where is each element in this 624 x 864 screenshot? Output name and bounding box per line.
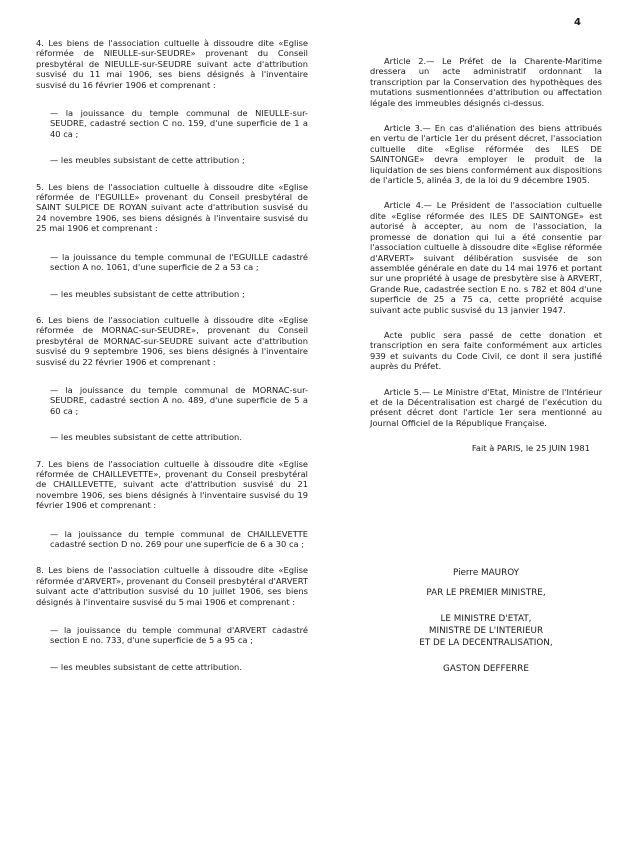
signature-line-interieur: MINISTRE DE L'INTERIEUR <box>428 626 544 636</box>
dash-sub-item: — les meubles subsistant de cette attribution ; <box>50 288 245 299</box>
numbered-item: 6. Les biens de l'association cultuelle à dissoudre dite «Eglise réformée de MORNAC-sur-SEUDRE», provenant du Conseil presbytéral de MORNAC-sur-SEUDRE suivant acte d'attribution susvisé du 9 septembre 1906, ses biens désignés à l'inventaire susvisé du 22 février 1906 et comprenant : <box>36 314 308 367</box>
signatory-prime-minister: Pierre MAUROY <box>452 568 520 578</box>
article-3-paragraph: Article 3.— En cas d'aliénation des biens attribués en vertu de l'article 1er du présent décret, l'association cultuelle dite «Eglise réformée des ILES DE SAINTONGE» devra employer le produit de la liquidation de ses biens conformément aux dispositions de l'article 5, alinéa 3, de la loi du 9 décembre 1905. <box>370 123 602 186</box>
numbered-item: 4. Les biens de l'association cultuelle à dissoudre dite «Eglise réformée de NIEULLE-sur-SEUDRE» provenant du Conseil presbytéral de NIEULLE-sur-SEUDRE suivant acte d'attribution susvisé du 11 mai 1906, ses biens désignés à l'inventaire susvisé du 16 février 1906 et comprenant : <box>36 38 308 90</box>
dash-sub-item: — la jouissance du temple communal de CHAILLEVETTE cadastré section D no. 269 pour une superficie de 6 a 30 ca ; <box>50 528 308 549</box>
article-5-paragraph: Article 5.— Le Ministre d'Etat, Ministre de l'Intérieur et de la Décentralisation est chargé de l'exécution du présent décret dont l'article 1er sera mentionné au Journal Officiel de la République Française. <box>370 386 602 428</box>
dash-sub-item: — les meubles subsistant de cette attribution. <box>50 661 242 672</box>
right-column <box>370 56 602 454</box>
article-2-paragraph: Article 2.— Le Préfet de la Charente-Maritime dressera un acte administratif ordonnant la transcription par la Conservation des hypothèques des mutations susmentionnées d'attribution ou affectation légale des immeubles désignés ci-dessus. <box>370 56 602 108</box>
article-4-paragraph: Article 4.— Le Président de l'association cultuelle dite «Eglise réformée des ILES DE SAINTONGE» est autorisé à accepter, au nom de l'association, la promesse de donation qui lui a été consentie par l'association cultuelle à dissoudre dite «Eglise réformée d'ARVERT» suivant délibération susvisée de son assemblée générale en date du 14 mai 1976 et portant sur une propriété à usage de presbytère sise à ARVERT, Grande Rue, cadastrée section E no. s 782 et 804 d'une superficie de 25 a 75 ca, cette propriété acquise suivant acte public susvisé du 13 janvier 1947. <box>370 200 602 315</box>
dash-sub-item: — la jouissance du temple communal de NIEULLE-sur-SEUDRE, cadastré section C no. 159, d'une superficie de 1 a 40 ca ; <box>50 108 308 139</box>
dash-sub-item: — la jouissance du temple communal d'ARVERT cadastré section E no. 733, d'une superficie de 5 a 95 ca ; <box>50 625 308 646</box>
dash-sub-item: — la jouissance du temple communal de MORNAC-sur-SEUDRE, cadastré section A no. 489, d'une superficie de 5 a 60 ca ; <box>50 384 308 416</box>
dash-sub-item: — les meubles subsistant de cette attribution. <box>50 432 242 443</box>
numbered-item: 5. Les biens de l'association cultuelle à dissoudre dite «Eglise réformée de l'EGUILLE» provenant du Conseil presbytéral de SAINT SULPICE DE ROYAN suivant acte d'attribution susvisé du 24 novembre 1906, ses biens désignés à l'inventaire susvisé du 25 mai 1906 et comprenant : <box>36 181 308 234</box>
signature-line-ministre-etat: LE MINISTRE D'ETAT, <box>440 614 532 624</box>
numbered-item: 7. Les biens de l'association cultuelle à dissoudre dite «Eglise réformée de CHAILLEVETTE», provenant du Conseil presbytéral de CHAILLEVETTE, suivant acte d'attribution susvisé du 21 novembre 1906, ses biens désignés à l'inventaire susvisé du 19 février 1906 et comprenant : <box>36 458 308 511</box>
dash-sub-item: — la jouissance du temple communal de l'EGUILLE cadastré section A no. 1061, d'une superficie de 2 a 53 ca ; <box>50 251 308 273</box>
signature-line-decentralisation: ET DE LA DECENTRALISATION, <box>419 638 553 648</box>
dash-sub-item: — les meubles subsistant de cette attribution ; <box>50 155 245 166</box>
numbered-item: 8. Les biens de l'association cultuelle à dissoudre dite «Eglise réformée d'ARVERT», provenant du Conseil presbytéral d'ARVERT suivant acte d'attribution susvisé du 10 juillet 1906, ses biens désignés à l'inventaire susvisé du 5 mai 1906 et comprenant : <box>36 565 308 607</box>
signed-date: Fait à PARIS, le 25 JUIN 1981 <box>471 443 590 454</box>
signature-line-premier-ministre: PAR LE PREMIER MINISTRE, <box>426 588 546 598</box>
page-number: 4 <box>574 17 581 28</box>
transcription-paragraph: Acte public sera passé de cette donation et transcription en sera faite conformément aux articles 939 et suivants du Code Civil, ce dont il sera justifié auprès du Préfet. <box>370 329 602 372</box>
signatory-minister: GASTON DEFFERRE <box>443 664 529 674</box>
left-column <box>36 38 308 688</box>
